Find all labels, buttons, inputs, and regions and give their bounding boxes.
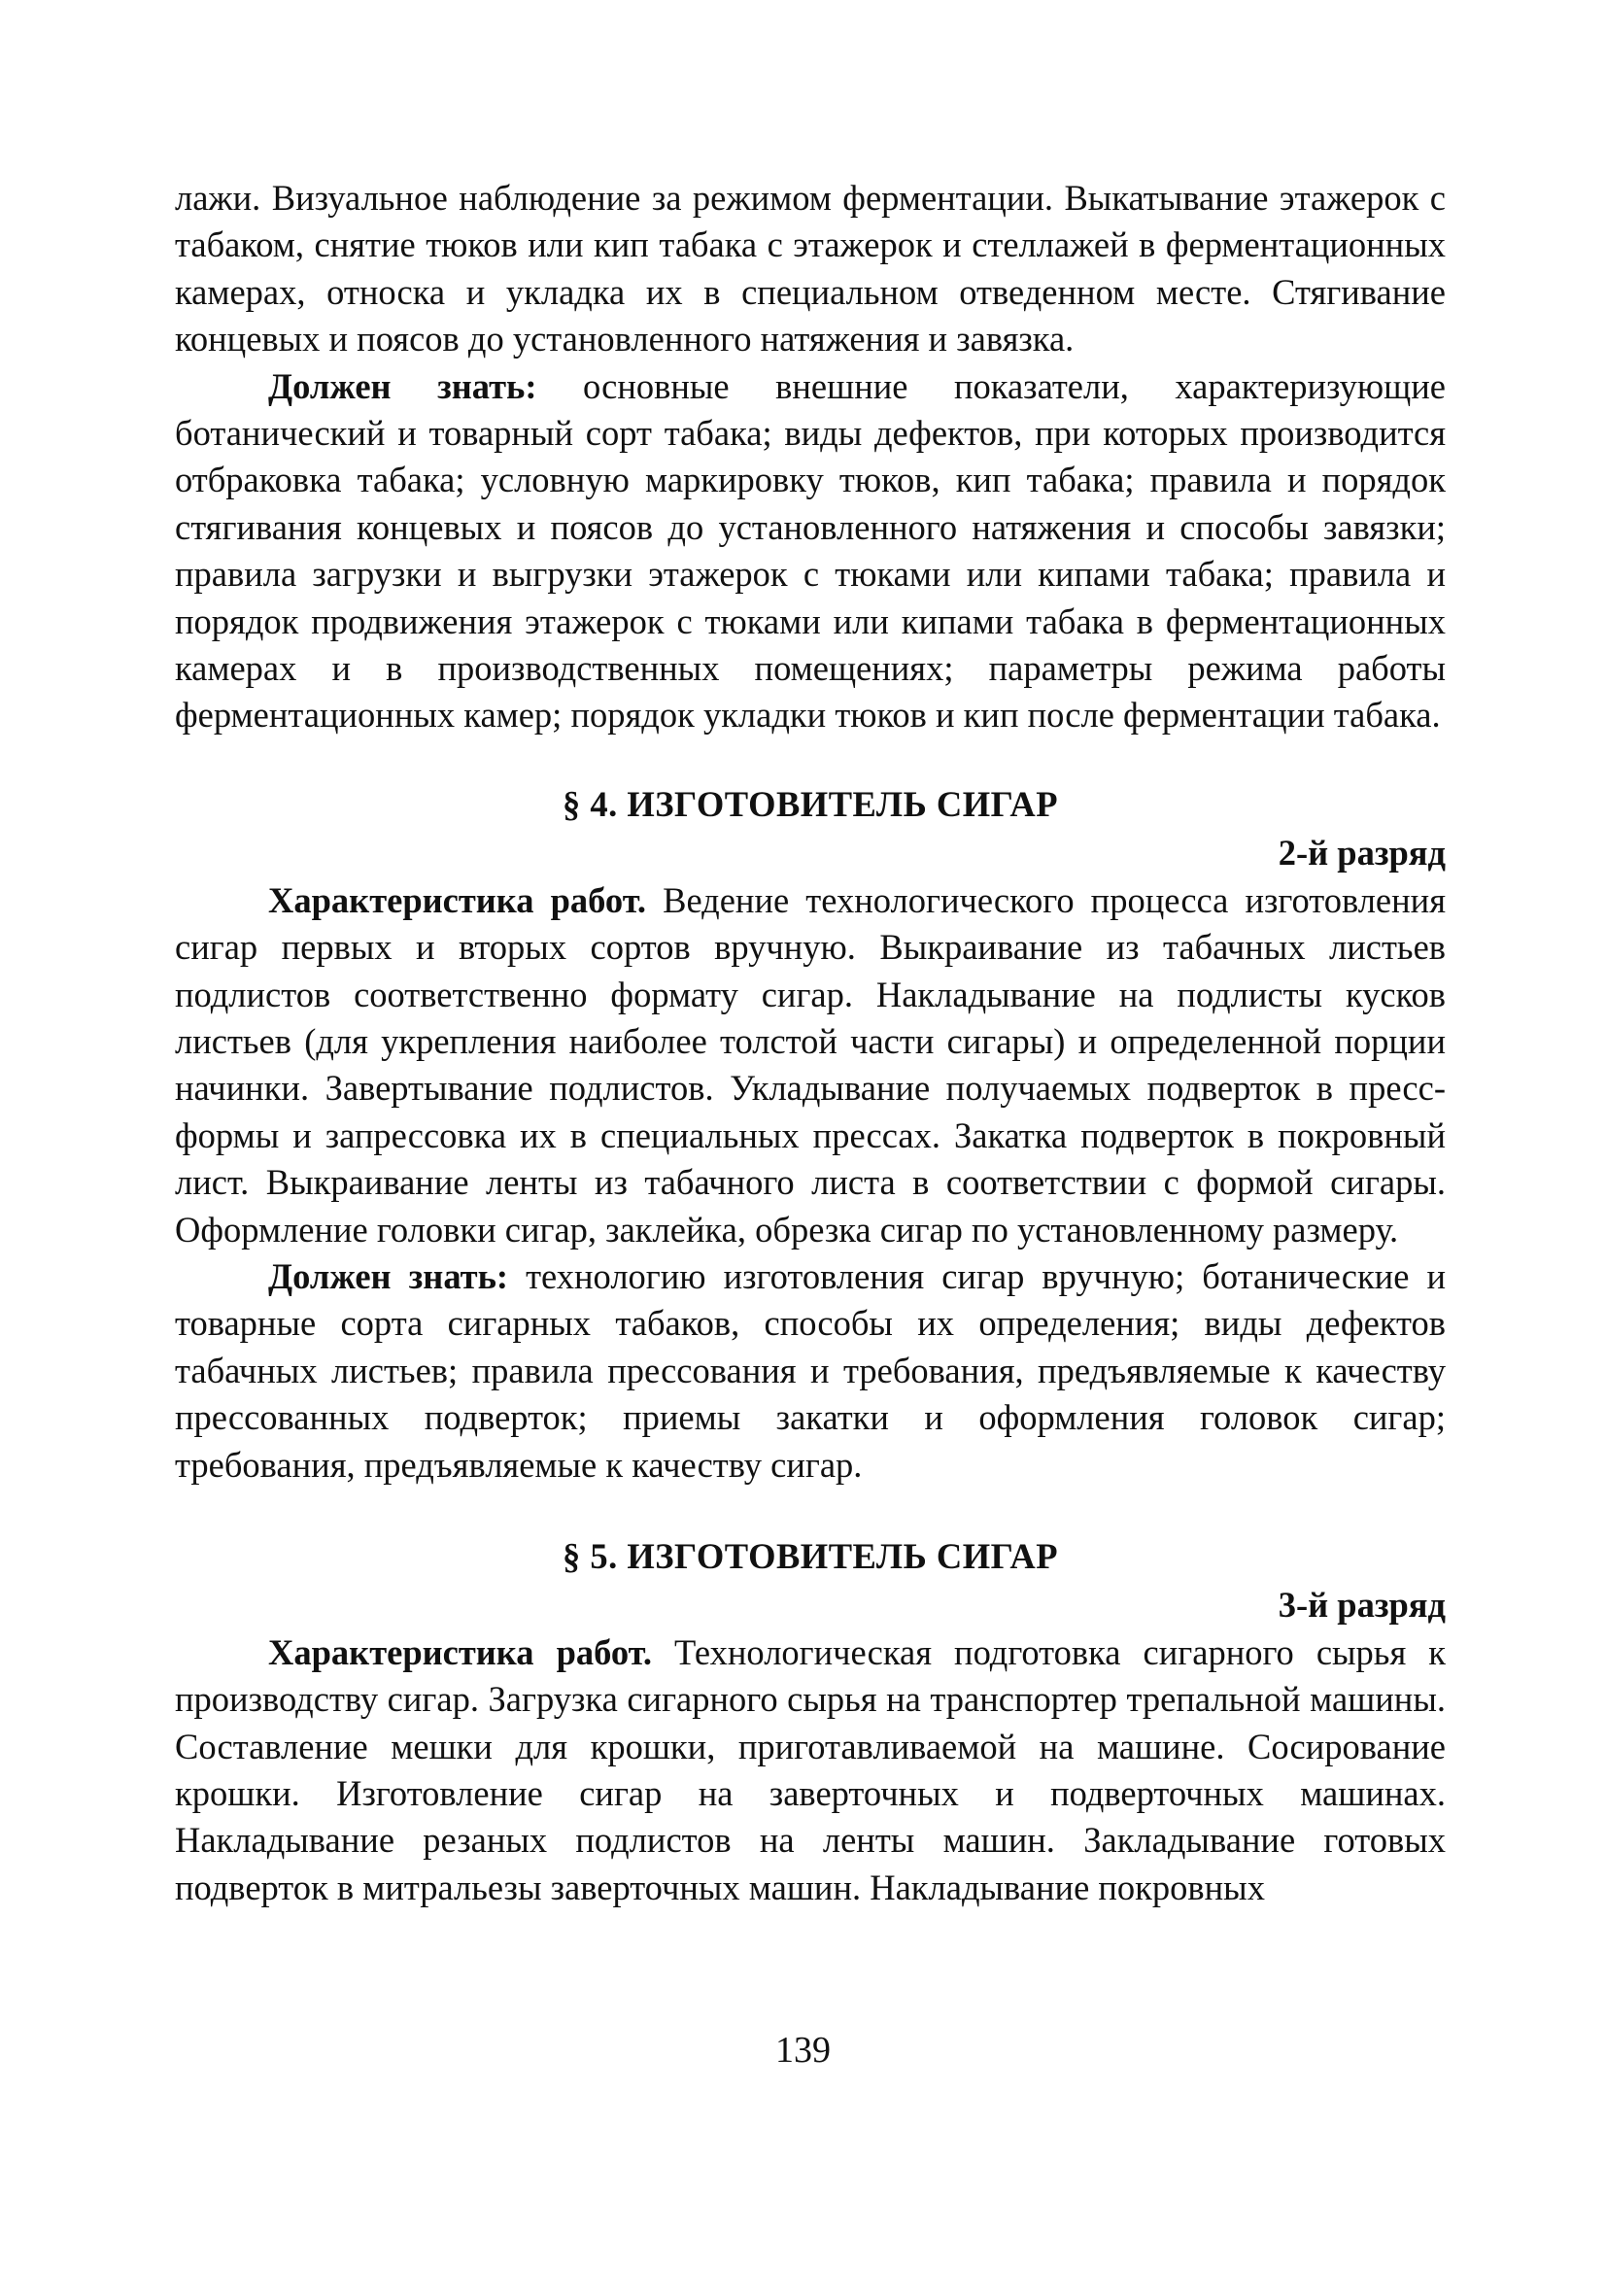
work-characteristics-label: Характеристика работ. bbox=[268, 879, 647, 920]
work-characteristics-text: Ведение технологического процесса изготовления сигар первых и вторых сортов вручную. Выкраивание из табачных листьев подлистов соответственно формату сигар. Накладывание на подлисты кусков листьев (для укрепления наиболее толстой части сигары) и определенной порции начинки. Завертывание подлистов. Укладывание получаемых подверток в пресс-формы и запрессовка их в специальных прессах. Закатка подверток в покровный лист. Выкраивание ленты из табачного листа в соответствии с формой сигары. Оформление головки сигар, заклейка, обрезка сигар по установленному размеру. bbox=[175, 879, 1446, 1250]
section-5-work-paragraph bbox=[175, 1629, 1446, 1911]
continued-paragraph: лажи. Визуальное наблюдение за режимом ферментации. Выкатывание этажерок с табаком, снятие тюков или кип табака с этажерок и стеллажей в ферментационных камерах, относка и укладка их в специальном отведенном месте. Стягивание концевых и поясов до установленного натяжения и завязка. bbox=[175, 178, 1446, 360]
must-know-text: основные внешние показатели, характеризующие ботанический и товарный сорт табака; виды дефектов, при которых производится отбраковка табака; условную маркировку тюков, кип табака; правила и порядок стягивания концевых и поясов до установленного натяжения и способы завязки; правила загрузки и выгрузки этажерок с тюками или кипами табака; правила и порядок продвижения этажерок с тюками или кипами табака в ферментационных камерах и в производственных помещениях; параметры режима работы ферментационных камер; порядок укладки тюков и кип после ферментации табака. bbox=[175, 365, 1446, 736]
must-know-label: Должен знать: bbox=[268, 1255, 509, 1296]
section-5-grade: 3-й разряд bbox=[1278, 1585, 1446, 1626]
section-5-title: § 5. ИЗГОТОВИТЕЛЬ СИГАР bbox=[562, 1535, 1059, 1576]
page-number: 139 bbox=[775, 2030, 831, 2071]
must-know-label: Должен знать: bbox=[268, 365, 537, 406]
must-know-paragraph-1 bbox=[175, 363, 1446, 739]
section-4-grade: 2-й разряд bbox=[1278, 833, 1446, 874]
section-4-title: § 4. ИЗГОТОВИТЕЛЬ СИГАР bbox=[562, 783, 1059, 824]
work-characteristics-label: Характеристика работ. bbox=[268, 1631, 652, 1672]
section-4-must-know-paragraph bbox=[175, 1253, 1446, 1489]
work-characteristics-text: Технологическая подготовка сигарного сырья к производству сигар. Загрузка сигарного сырья на транспортер трепальной машины. Составление мешки для крошки, приготавливаемой на машине. Сосирование крошки. Изготовление сигар на заверточных и подверточных машинах. Накладывание резаных подлистов на ленты машин. Закладывание готовых подверток в митральезы заверточных машин. Накладывание покровных bbox=[175, 1631, 1447, 1907]
section-4-work-paragraph bbox=[175, 877, 1446, 1253]
page-body bbox=[175, 175, 1446, 1911]
must-know-text: технологию изготовления сигар вручную; ботанические и товарные сорта сигарных табаков, способы их определения; виды дефектов табачных листьев; правила прессования и требования, предъявляемые к качеству прессованных подверток; приемы закатки и оформления головок сигар; требования, предъявляемые к качеству сигар. bbox=[175, 1255, 1447, 1485]
